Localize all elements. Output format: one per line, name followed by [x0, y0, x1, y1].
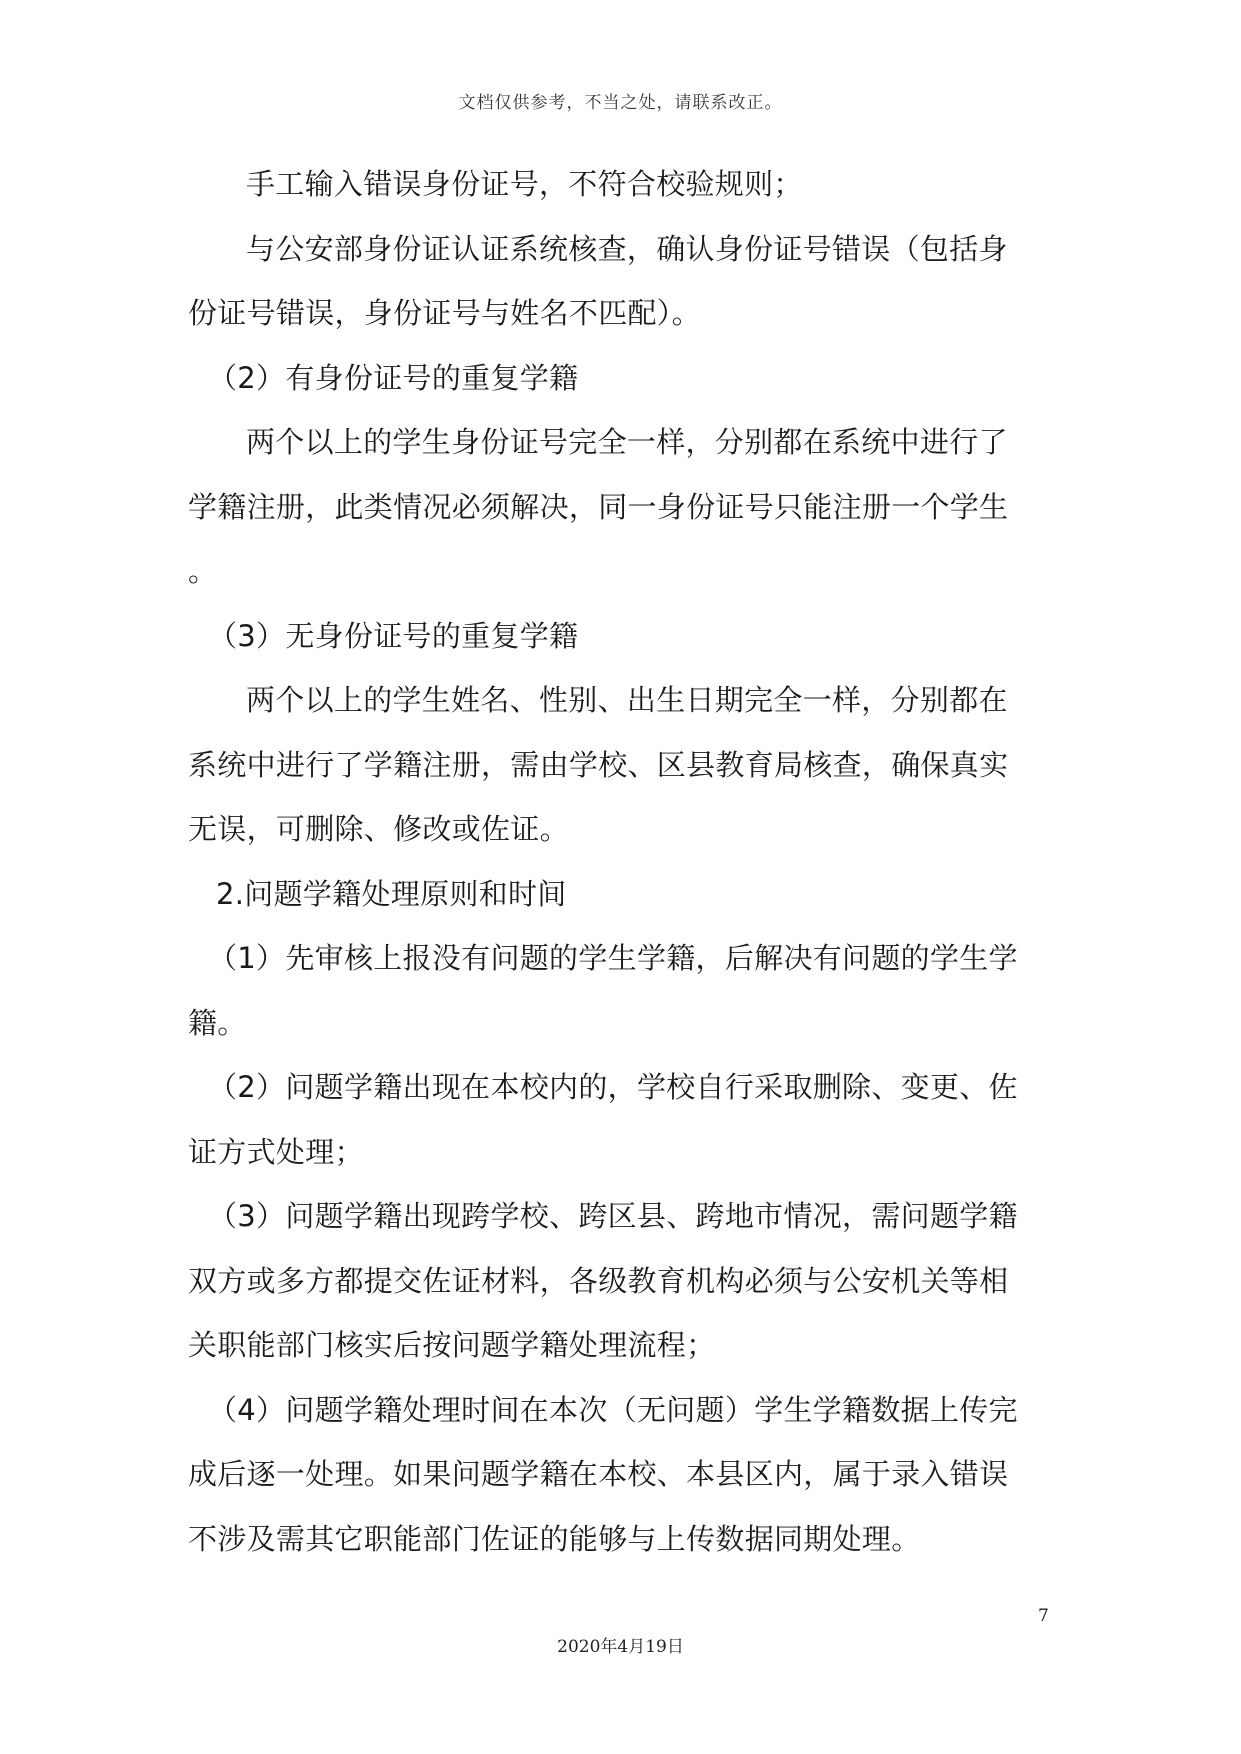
text-line: （3）问题学籍出现跨学校、跨区县、跨地市情况，需问题学籍 — [208, 1199, 1018, 1233]
text-line: 证方式处理； — [188, 1134, 364, 1169]
text-line: 不涉及需其它职能部门佐证的能够与上传数据同期处理。 — [188, 1521, 921, 1556]
section-heading: （3）无身份证号的重复学籍 — [208, 618, 579, 653]
header-disclaimer: 文档仅供参考，不当之处，请联系改正。 — [458, 93, 783, 113]
document-body — [188, 152, 1058, 1571]
page-number: 7 — [1038, 1606, 1049, 1626]
text-line: 无误，可删除、修改或佐证。 — [188, 812, 569, 846]
text-line: 关职能部门核实后按问题学籍处理流程； — [188, 1328, 716, 1362]
section-heading: （2）有身份证号的重复学籍 — [208, 360, 579, 395]
text-line: 。 — [188, 554, 218, 588]
text-line: （4）问题学籍处理时间在本次（无问题）学生学籍数据上传完 — [208, 1392, 1018, 1427]
text-line: 双方或多方都提交佐证材料，各级教育机构必须与公安机关等相 — [188, 1263, 1009, 1298]
text-line: 籍。 — [188, 1005, 247, 1040]
section-heading: 2.问题学籍处理原则和时间 — [216, 876, 567, 911]
footer-date: 2020年4月19日 — [557, 1637, 684, 1657]
text-line: 两个以上的学生身份证号完全一样，分别都在系统中进行了 — [246, 425, 1008, 459]
text-line: （1）先审核上报没有问题的学生学籍，后解决有问题的学生学 — [208, 941, 1018, 975]
text-line: 学籍注册，此类情况必须解决，同一身份证号只能注册一个学生 — [188, 489, 1009, 524]
text-line: 成后逐一处理。如果问题学籍在本校、本县区内，属于录入错误 — [188, 1457, 1009, 1491]
text-line: （2）问题学籍出现在本校内的，学校自行采取删除、变更、佐 — [208, 1070, 1018, 1104]
text-line: 两个以上的学生姓名、性别、出生日期完全一样，分别都在 — [246, 683, 1008, 717]
text-line: 与公安部身份证认证系统核查，确认身份证号错误（包括身 — [246, 231, 1008, 266]
text-line: 手工输入错误身份证号，不符合校验规则； — [246, 167, 803, 201]
text-line: 份证号错误，身份证号与姓名不匹配）。 — [188, 296, 701, 330]
text-line: 系统中进行了学籍注册，需由学校、区县教育局核查，确保真实 — [188, 747, 1009, 782]
